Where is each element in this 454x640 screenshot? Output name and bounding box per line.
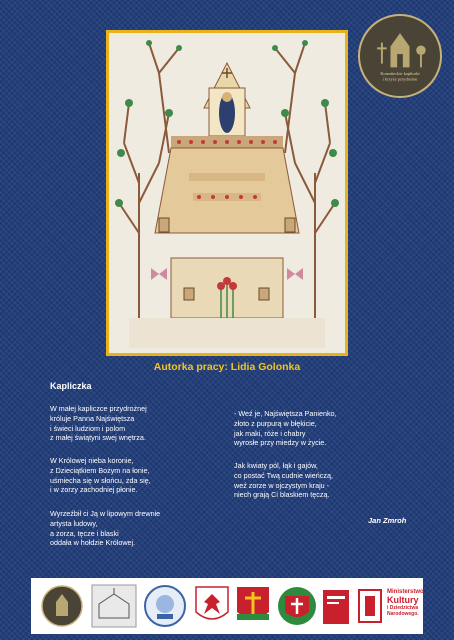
poem-line: i w zorzy zachodniej płonie. [50, 485, 138, 495]
badge-text-line1: Kosmiteckie kapliczki [380, 71, 420, 77]
ministry-of-culture-logo [387, 588, 423, 617]
poem-line: W małej kapliczce przydrożnej [50, 404, 147, 413]
poem-stanza-right-1 [234, 409, 337, 448]
poem-stanza-left-3 [50, 509, 160, 548]
poem-line: weź zorze w ojczystym kraju - [234, 480, 330, 490]
poem-stanza-right-2 [234, 461, 333, 500]
poem-line: jak maki, róże i chabry [234, 428, 306, 438]
eagle-coat-of-arms [193, 584, 231, 628]
poem-line: złoto z purpurą w błękicie, [234, 418, 317, 428]
poem-line: co postać Twą cudnie wieńczą, [234, 470, 333, 480]
poem-line: i świeci ludziom i polom [50, 423, 126, 433]
church-drawing-logo [91, 584, 137, 628]
poem-stanza-left-1 [50, 404, 147, 443]
poem-title: Kapliczka [50, 381, 92, 391]
badge-text-line2: i krzyże przydrożne [382, 76, 418, 82]
ministry-line-3: i Dziedzictwa Narodowego. [387, 605, 419, 617]
county-coat-of-arms [235, 584, 271, 628]
town-coat-of-arms [277, 584, 317, 628]
voivodeship-logo [323, 590, 349, 624]
poem-line: niech grają Ci blaskiem tęczą. [234, 490, 330, 500]
poem-line: z Dzieciątkiem Bożym na łonie, [50, 465, 150, 475]
parish-project-logo [358, 14, 442, 98]
project-logo-small [41, 584, 83, 628]
children-drawing-artwork [106, 30, 348, 356]
sponsor-logo-bar [31, 578, 423, 634]
ministry-emblem [357, 588, 383, 624]
school-emblem-logo [143, 584, 187, 628]
poem-signature: Jan Zmroh [368, 516, 407, 525]
poem-line: Wyrzeźbił ci Ją w lipowym drewnie [50, 509, 161, 518]
poem-line: króluje Panna Najświętsza [50, 413, 135, 423]
author-caption: Autorka pracy: Lidia Golonka [153, 361, 301, 373]
poem-line: z małej świątyni swej wnętrza. [50, 433, 146, 443]
ministry-line-2: Kultury [387, 595, 419, 605]
poem-line: oddała w hołdzie Królowej. [50, 538, 136, 548]
poem-line: Jak kwiaty pól, łąk i gajów, [234, 461, 318, 470]
poem-line: wyrosłe przy miedzy w życie. [234, 438, 327, 448]
poem-stanza-left-2 [50, 456, 151, 495]
poem-line: a zorza, tęcze i blaski [50, 528, 119, 538]
poem-line: artysta ludowy, [50, 518, 98, 528]
poem-line: - Weź je, Najświętsza Panienko, [234, 409, 337, 418]
poem-line: uśmiecha się w słońcu, zda się, [50, 475, 151, 485]
ministry-line-1: Ministerstwo [387, 589, 424, 595]
poem-line: W Królowej nieba koronie, [50, 456, 134, 465]
